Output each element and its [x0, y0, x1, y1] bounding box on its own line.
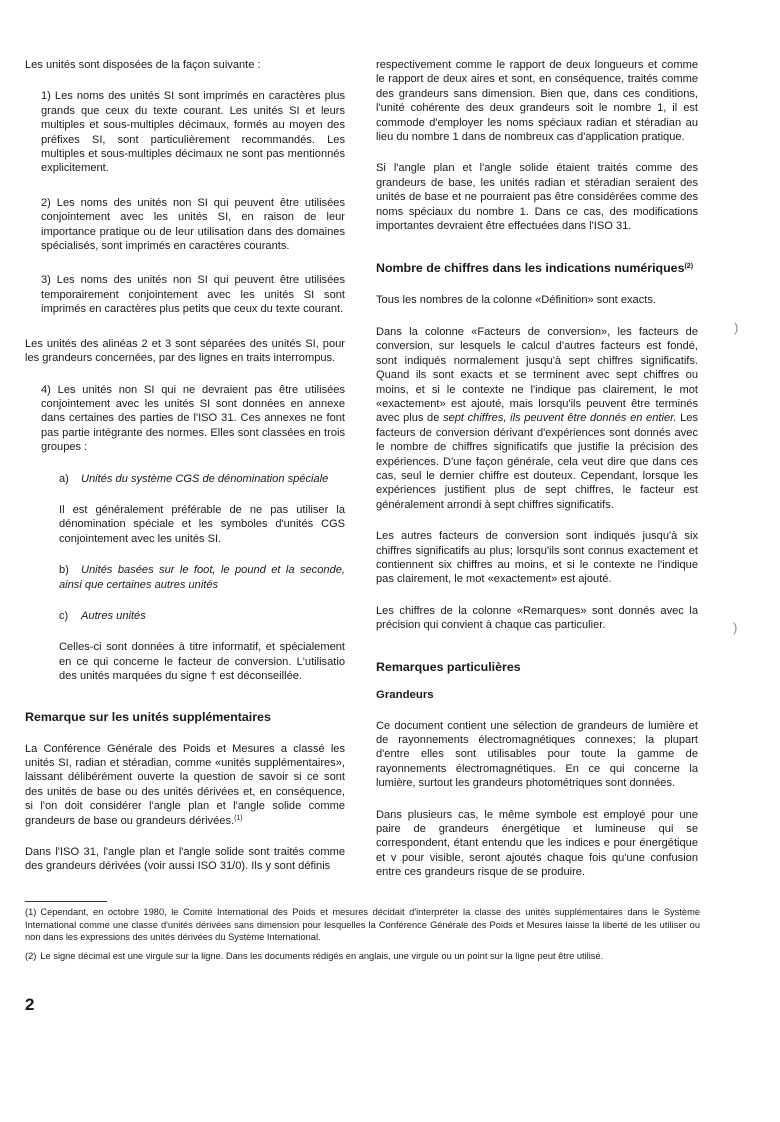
group-a-body: Il est généralement préférable de ne pas utiliser la dénomination spéciale et les symboles d'unités CGS conjointement avec les unités SI. [59, 503, 345, 545]
digits-paragraph-3: Les autres facteurs de conversion sont indiqués jusqu'à six chiffres significatifs au plus; lorsqu'ils sont connus exactement et contiennent six chiffres au moins, et si le contexte ne l'indique pas clairement, le mot «exactement» est ajouté. [376, 530, 698, 586]
separator-note: Les unités des alinéas 2 et 3 sont séparées des unités SI, pour les grandeurs concernées, par des lignes en traits interrompus. [25, 337, 345, 365]
margin-scan-mark: ) [734, 320, 739, 335]
footnote-1-number: (1) [25, 907, 37, 917]
margin-scan-mark: ) [733, 620, 738, 635]
list-item-3: 3) Les noms des unités non SI qui peuvent être utilisées temporairement conjointement avec les unités SI sont imprimés en caractères plus petits que ceux du texte courant. [41, 274, 345, 316]
digits-paragraph-1: Tous les nombres de la colonne «Définition» sont exacts. [376, 294, 656, 307]
footnote-2-number: (2) [25, 950, 37, 961]
group-b-label: b) [59, 564, 69, 577]
heading-particular-remarks: Remarques particulières [376, 659, 521, 674]
group-c [59, 609, 345, 623]
supplementary-paragraph-2: Dans l'ISO 31, l'angle plan et l'angle solide sont traités comme des grandeurs dérivées (voir aussi ISO 31/0). Ils y sont définis [25, 846, 345, 873]
group-c-body: Celles-ci sont données à titre informatif, et spécialement en ce qui concerne le facteur de conversion. L'utilisatio des unités marquées du signe † est déconseillée. [59, 641, 345, 683]
footnote-ref-2[interactable]: (2) [684, 263, 694, 271]
group-b [59, 563, 345, 592]
digits-paragraph-4: Les chiffres de la colonne «Remarques» sont donnés avec la précision qui convient à chaque cas particulier. [376, 604, 698, 632]
intro-paragraph: Les unités sont disposées de la façon suivante : [25, 59, 261, 71]
group-a-title: Unités du système CGS de dénomination spéciale [81, 472, 329, 485]
quantities-paragraph-2: Dans plusieurs cas, le même symbole est employé pour une paire de grandeurs énergétique et lumineuse qui se correspondent, étant entendu que les indices e pour énergétique et v pour visible, seront ajoutés chaque fois qu'une confusion entre ces grandeurs risque de se produire. [376, 808, 698, 879]
footnote-divider [25, 901, 107, 902]
page-number: 2 [25, 995, 35, 1014]
supplementary-paragraph-1: La Conférence Générale des Poids et Mesures a classé les unités SI, radian et stéradian, comme «unités supplémentaires», laissant délibérément ouverte la question de savoir si ce sont des unités de base ou des unités dérivées et, en conséquence, si l'on doit considérer l'angle plan et l'angle solide comme grandeurs de base ou grandeurs dérivées.$^{(1)}$ [25, 742, 345, 827]
group-c-label: c) [59, 609, 69, 622]
digits-paragraph-2: Dans la colonne «Facteurs de conversion», les facteurs de conversion, sur lesquels le calcul d'autres facteurs est fondé, sont indiqués normalement jusqu'à sept chiffres significatifs. Quand ils sont exacts et se terminent avec sept chiffres ou moins, et si le contexte ne l'indique pas clairement, le mot «exactement» est ajouté, mais lorsqu'ils peuvent être terminés avec plus de sept chiffres, ils peuvent être donnés en entier. Les facteurs de conversion dérivant d'expériences sont donnés avec le nombre de chiffres significatifs que justifie la précision des expériences. D'une façon générale, cela veut dire que dans ces cas, seul le dernier chiffre est douteux. Cependant, lorsque les expériences justifient plus de sept chiffres, le facteur est généralement arrondi à sept chiffres significatifs. [376, 325, 699, 511]
group-b-title: Unités basées sur le foot, le pound et la seconde, ainsi que certaines autres unités [59, 564, 345, 591]
footnote-2-text: Le signe décimal est une virgule sur la ligne. Dans les documents rédigés en anglais, une virgule ou un point sur la ligne peut être utilisé. [40, 950, 604, 961]
continuation-paragraph-1: respectivement comme le rapport de deux longueurs et comme le rapport de deux aires et sont, en conséquence, traités comme des grandeurs sans dimension. Bien que, dans ces conditions, l'unité cohérente des deux grandeurs soit le nombre 1, il est commode d'employer les noms spéciaux radian et stéradian au lieu du nombre 1 dans de nombreux cas d'application pratique. [376, 59, 698, 144]
left-column [25, 58, 345, 874]
quantities-paragraph-1: Ce document contient une sélection de grandeurs de lumière et de rayonnements électromagnétiques connexes; la plupart d'entre elles sont utilisables pour toute la gamme de rayonnements électromagnétiques. En ce qui concerne la lumière, surtout les grandeurs photométriques sont données. [376, 719, 698, 790]
subheading-quantities: Grandeurs [376, 688, 434, 701]
footnote-2 [25, 950, 700, 963]
heading-supplementary-units: Remarque sur les unités supplémentaires [25, 709, 271, 724]
footnotes [25, 906, 700, 962]
footnote-1 [25, 906, 700, 944]
group-a [59, 472, 345, 486]
heading-significant-digits: Nombre de chiffres dans les indications numériques$^{(2)}$ [376, 261, 694, 276]
right-column [376, 58, 698, 880]
list-item-1: 1) Les noms des unités SI sont imprimés en caractères plus grands que ceux du texte courant. Les unités SI et leurs multiples et sous-multiples décimaux, formés au moyen des préfixes SI, sont particulièrement recommandés. Les multiples et sous-multiples décimaux ne sont pas mentionnés explicitement. [41, 90, 345, 175]
footnote-ref-1[interactable]: (1) [234, 814, 243, 822]
group-a-label: a) [59, 472, 69, 485]
footnote-1-text: Cependant, en octobre 1980, le Comité International des Poids et mesures décidait d'interpréter la classe des unités supplémentaires dans le Système International comme une classe d'unités dérivées sans dimension pour lesquelles la Conférence Générale des Poids et Mesures laisse la liberté de les utiliser ou non dans les expressions des unités dérivées du Système International. [25, 907, 700, 943]
continuation-paragraph-2: Si l'angle plan et l'angle solide étaient traités comme des grandeurs de base, les unités radian et stéradian seraient des unités de base et ne pourraient pas être considérées comme des noms spéciaux du nombre 1. Dans ce cas, des modifications importantes devraient être effectuées dans l'ISO 31. [376, 162, 698, 233]
list-item-4: 4) Les unités non SI qui ne devraient pas être utilisées conjointement avec les unités SI sont données en annexe dans certaines des parties de l'ISO 31. Ces annexes ne font pas partie intégrante des normes. Elles sont classées en trois groupes : [41, 383, 345, 454]
list-item-2: 2) Les noms des unités non SI qui peuvent être utilisées conjointement avec les unités SI, en raison de leur importance pratique ou de leur utilisation dans des domaines spécialisés, sont imprimés en caractères courants. [41, 196, 345, 253]
group-c-title: Autres unités [81, 609, 146, 622]
